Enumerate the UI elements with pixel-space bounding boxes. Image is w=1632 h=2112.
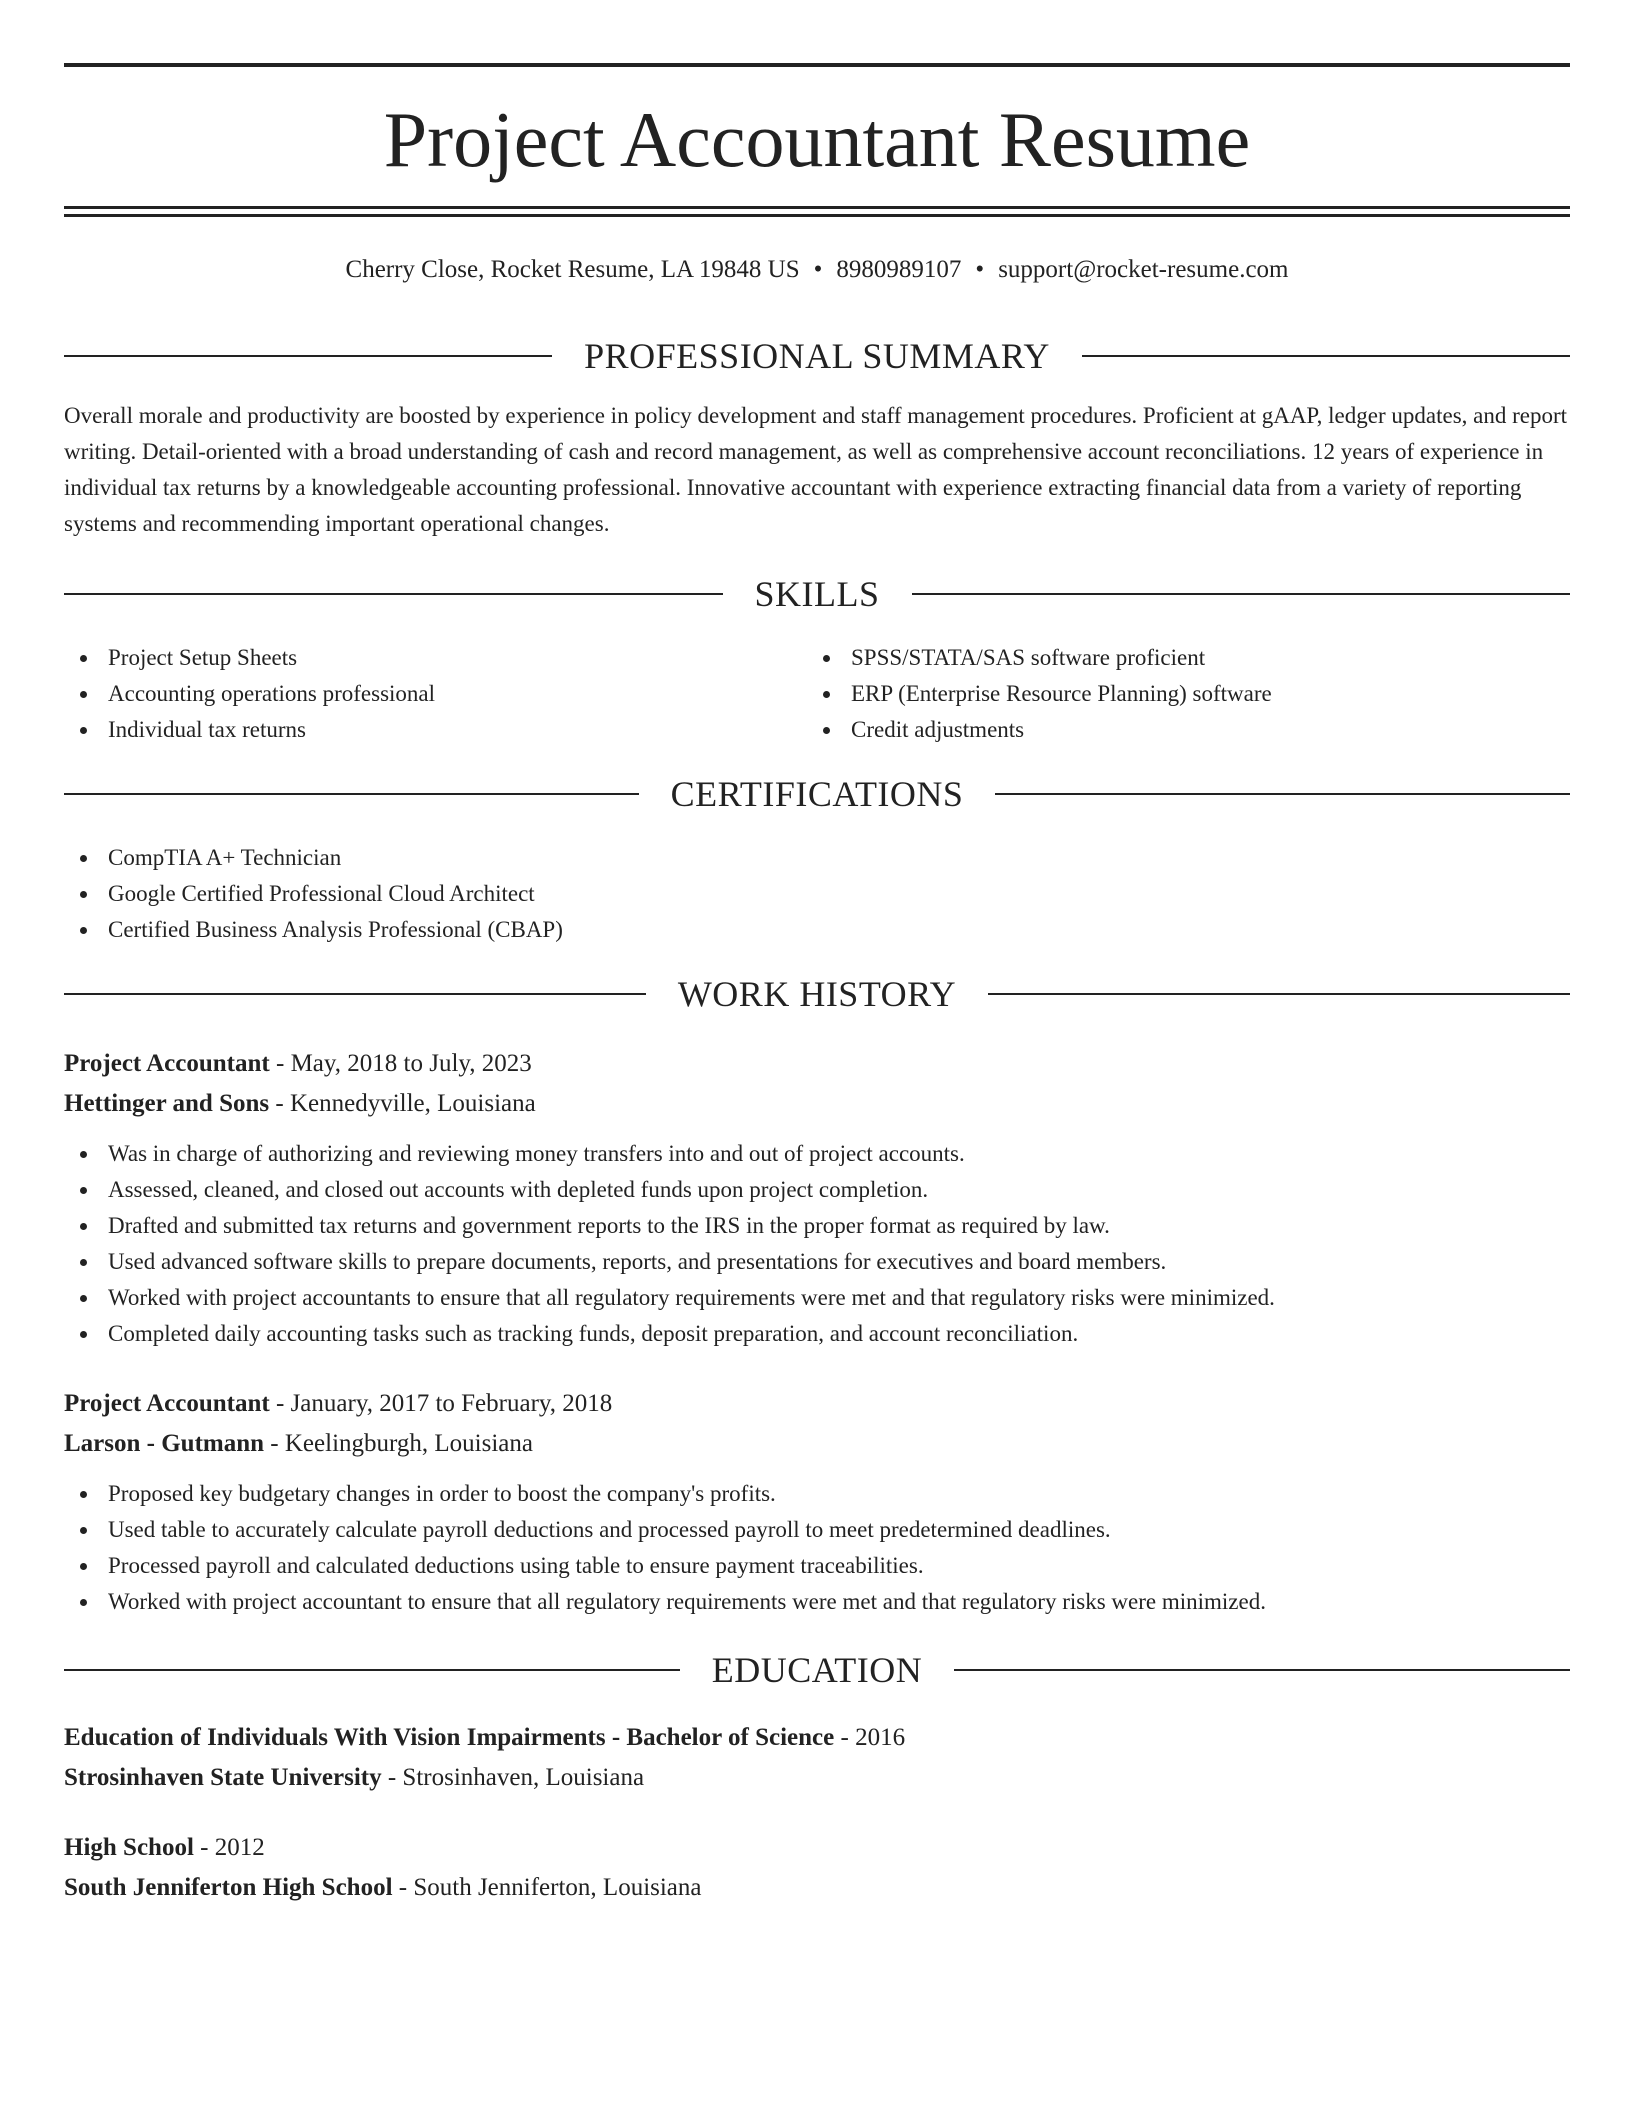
skills-list xyxy=(64,640,1570,748)
certification-item: Google Certified Professional Cloud Architect xyxy=(64,876,1570,912)
section-header-work xyxy=(64,972,1570,1016)
education-school-line xyxy=(64,1758,1570,1798)
bullet-icon xyxy=(80,1295,87,1302)
education-year: - 2016 xyxy=(840,1724,906,1751)
job-bullet: Worked with project accountants to ensure that all regulatory requirements were met and that regulatory risks were minimized. xyxy=(64,1280,1570,1316)
job-bullet: Used advanced software skills to prepare documents, reports, and presentations for executives and board members. xyxy=(64,1244,1570,1280)
bullet-icon xyxy=(80,655,87,662)
certification-item: CompTIA A+ Technician xyxy=(64,840,1570,876)
section-header-skills xyxy=(64,572,1570,616)
summary-text: Overall morale and productivity are boosted by experience in policy development and staff management procedures. Proficient at gAAP, ledger updates, and report writing. Detail-oriented with a broad understanding of cash and record management, as well as comprehensive account reconciliations. 12 years of experience in individual tax returns by a knowledgeable accounting professional. Innovative accountant with experience extracting financial data from a variety of reporting systems and recommending important operational changes. xyxy=(64,403,1568,536)
section-rule-left xyxy=(64,1669,680,1671)
job-bullets xyxy=(64,1136,1570,1352)
skill-item: ERP (Enterprise Resource Planning) software xyxy=(807,676,1550,712)
summary-block xyxy=(64,398,1570,542)
certifications-list xyxy=(64,840,1570,948)
job-bullet: Proposed key budgetary changes in order to boost the company's profits. xyxy=(64,1476,1570,1512)
section-rule-left xyxy=(64,355,552,357)
contact-separator: • xyxy=(813,256,823,283)
job-dates: - May, 2018 to July, 2023 xyxy=(276,1050,532,1077)
job-bullets xyxy=(64,1476,1570,1620)
bullet-icon xyxy=(80,855,87,862)
section-header-education xyxy=(64,1648,1570,1692)
section-header-summary xyxy=(64,334,1570,378)
section-title-certifications: CERTIFICATIONS xyxy=(670,774,964,814)
job-location: - Kennedyville, Louisiana xyxy=(275,1090,536,1117)
bullet-icon xyxy=(80,1599,87,1606)
section-rule-right xyxy=(954,1669,1570,1671)
education-entry xyxy=(64,1828,1570,1908)
education-school: Strosinhaven State University xyxy=(64,1764,382,1791)
section-title-work: WORK HISTORY xyxy=(677,974,957,1014)
education-entry xyxy=(64,1718,1570,1798)
job-bullet: Worked with project accountant to ensure that all regulatory requirements were met and that regulatory risks were minimized. xyxy=(64,1584,1570,1620)
skill-item: Credit adjustments xyxy=(807,712,1550,748)
bullet-icon xyxy=(823,691,830,698)
section-rule-right xyxy=(995,793,1570,795)
bullet-icon xyxy=(80,727,87,734)
bullet-icon xyxy=(80,1187,87,1194)
education-degree: Education of Individuals With Vision Impairments - Bachelor of Science xyxy=(64,1724,835,1751)
bullet-icon xyxy=(823,727,830,734)
bullet-icon xyxy=(80,1491,87,1498)
education-school: South Jenniferton High School xyxy=(64,1874,393,1901)
section-rule-right xyxy=(1082,355,1570,357)
bullet-icon xyxy=(80,927,87,934)
bullet-icon xyxy=(80,1331,87,1338)
skill-item: Accounting operations professional xyxy=(64,676,807,712)
job-company: Larson - Gutmann xyxy=(64,1430,265,1457)
job-title-line xyxy=(64,1384,1570,1424)
page-title: Project Accountant Resume xyxy=(383,96,1251,183)
section-rule-left xyxy=(64,793,639,795)
education-degree-line xyxy=(64,1828,1570,1868)
education-year: - 2012 xyxy=(200,1834,265,1861)
education-school-line xyxy=(64,1868,1570,1908)
bullet-icon xyxy=(80,691,87,698)
bullet-icon xyxy=(823,655,830,662)
job-entry xyxy=(64,1384,1570,1620)
job-dates: - January, 2017 to February, 2018 xyxy=(276,1390,613,1417)
skill-item: Project Setup Sheets xyxy=(64,640,807,676)
bullet-icon xyxy=(80,1259,87,1266)
section-rule-right xyxy=(988,993,1570,995)
contact-line xyxy=(64,252,1570,288)
education-location: - Strosinhaven, Louisiana xyxy=(387,1764,645,1791)
section-rule-left xyxy=(64,993,646,995)
section-title-summary: PROFESSIONAL SUMMARY xyxy=(584,336,1050,376)
job-bullet: Used table to accurately calculate payroll deductions and processed payroll to meet predetermined deadlines. xyxy=(64,1512,1570,1548)
job-title: Project Accountant xyxy=(64,1390,270,1417)
job-company-line xyxy=(64,1424,1570,1464)
section-title-education: EDUCATION xyxy=(711,1650,923,1690)
education-location: - South Jenniferton, Louisiana xyxy=(398,1874,702,1901)
bullet-icon xyxy=(80,1223,87,1230)
header-double-rule-bottom xyxy=(64,214,1570,217)
section-rule-right xyxy=(912,593,1571,595)
contact-email: support@rocket-resume.com xyxy=(998,256,1289,283)
education-degree: High School xyxy=(64,1834,194,1861)
bullet-icon xyxy=(80,1527,87,1534)
job-bullet: Drafted and submitted tax returns and government reports to the IRS in the proper format as required by law. xyxy=(64,1208,1570,1244)
job-location: - Keelingburgh, Louisiana xyxy=(270,1430,533,1457)
job-bullet: Completed daily accounting tasks such as tracking funds, deposit preparation, and account reconciliation. xyxy=(64,1316,1570,1352)
section-rule-left xyxy=(64,593,723,595)
job-bullet: Processed payroll and calculated deductions using table to ensure payment traceabilities. xyxy=(64,1548,1570,1584)
job-title-line xyxy=(64,1044,1570,1084)
contact-address: Cherry Close, Rocket Resume, LA 19848 US xyxy=(345,256,800,283)
skills-column-left xyxy=(64,640,807,748)
bullet-icon xyxy=(80,1563,87,1570)
skill-item: Individual tax returns xyxy=(64,712,807,748)
section-header-certifications xyxy=(64,772,1570,816)
education-degree-line xyxy=(64,1718,1570,1758)
bullet-icon xyxy=(80,1151,87,1158)
job-bullet: Was in charge of authorizing and reviewing money transfers into and out of project accounts. xyxy=(64,1136,1570,1172)
job-entry xyxy=(64,1044,1570,1352)
job-bullet: Assessed, cleaned, and closed out accounts with depleted funds upon project completion. xyxy=(64,1172,1570,1208)
contact-phone: 8980989107 xyxy=(836,256,962,283)
header-double-rule-top xyxy=(64,206,1570,209)
skill-item: SPSS/STATA/SAS software proficient xyxy=(807,640,1550,676)
job-company: Hettinger and Sons xyxy=(64,1090,270,1117)
contact-separator: • xyxy=(975,256,985,283)
certification-item: Certified Business Analysis Professional (CBAP) xyxy=(64,912,1570,948)
job-company-line xyxy=(64,1084,1570,1124)
header-top-rule xyxy=(64,63,1570,67)
bullet-icon xyxy=(80,891,87,898)
skills-column-right xyxy=(807,640,1550,748)
job-title: Project Accountant xyxy=(64,1050,270,1077)
section-title-skills: SKILLS xyxy=(754,574,880,614)
